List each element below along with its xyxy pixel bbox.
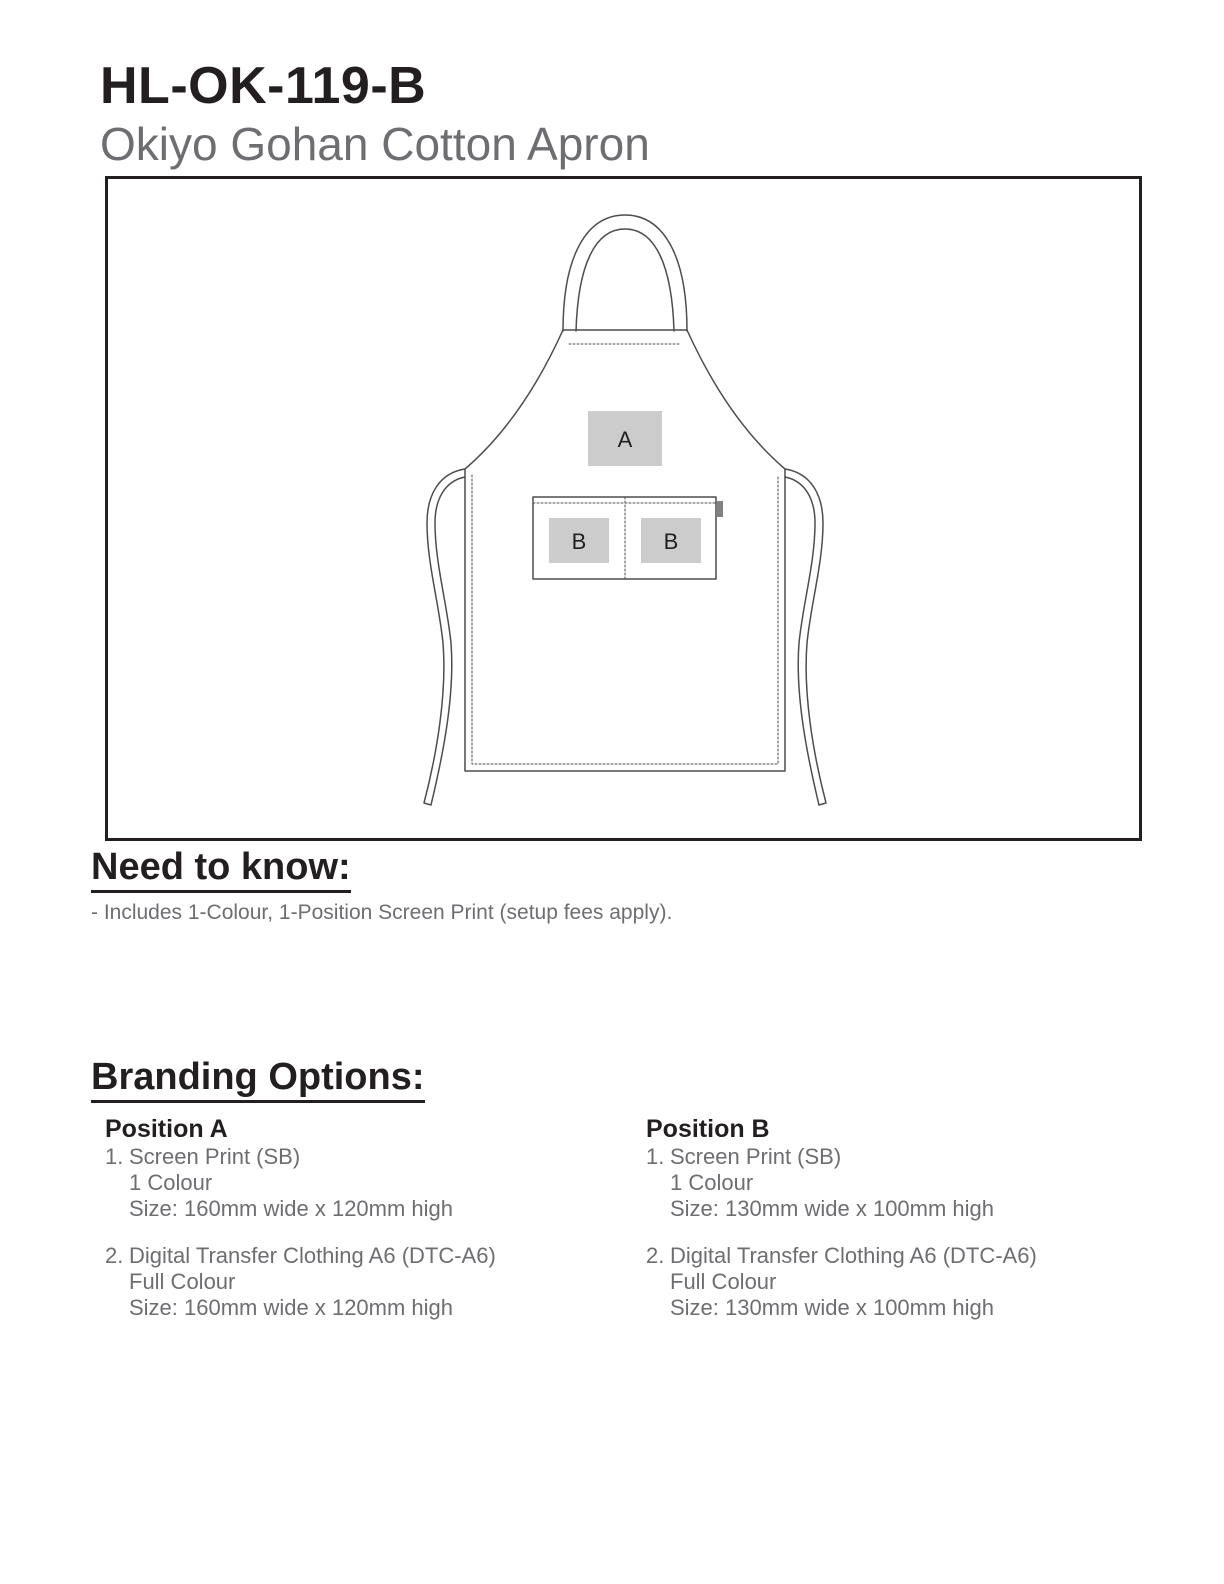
option-number: 2. (105, 1243, 124, 1268)
product-illustration-frame (105, 176, 1142, 841)
right-waist-tie (785, 469, 826, 805)
option-colours: Full Colour (129, 1269, 236, 1294)
position-a-title: Position A (105, 1115, 228, 1143)
print-area-b-left-label: B (571, 529, 587, 554)
position-a-option-1 (105, 1144, 625, 1222)
position-a-option-2 (105, 1243, 625, 1321)
option-method: Digital Transfer Clothing A6 (DTC-A6) (129, 1243, 496, 1268)
position-b-option-1 (646, 1144, 1166, 1222)
need-to-know-text: - Includes 1-Colour, 1-Position Screen Print (setup fees apply). (91, 901, 673, 924)
option-colours: 1 Colour (670, 1170, 754, 1195)
option-method: Screen Print (SB) (670, 1144, 842, 1169)
position-a-section (105, 1114, 625, 1321)
apron-illustration (108, 179, 1139, 838)
option-method: Digital Transfer Clothing A6 (DTC-A6) (670, 1243, 1037, 1268)
print-area-a-label: A (617, 427, 633, 452)
product-name: Okiyo Gohan Cotton Apron (100, 118, 650, 170)
option-size: Size: 160mm wide x 120mm high (129, 1295, 454, 1320)
left-waist-tie (424, 469, 465, 805)
option-colours: 1 Colour (129, 1170, 213, 1195)
option-method: Screen Print (SB) (129, 1144, 301, 1169)
option-colours: Full Colour (670, 1269, 777, 1294)
product-code: HL-OK-119-B (100, 57, 427, 115)
need-to-know-heading: Need to know: (91, 846, 351, 893)
print-area-b-right-label: B (663, 529, 679, 554)
pocket-tag (717, 501, 723, 517)
branding-options-heading: Branding Options: (91, 1056, 425, 1103)
option-size: Size: 160mm wide x 120mm high (129, 1196, 454, 1221)
position-b-section (646, 1114, 1166, 1321)
neck-strap (563, 215, 687, 331)
option-size: Size: 130mm wide x 100mm high (670, 1196, 995, 1221)
position-b-title: Position B (646, 1115, 770, 1143)
option-size: Size: 130mm wide x 100mm high (670, 1295, 995, 1320)
neck-strap-inner (576, 229, 674, 331)
option-number: 1. (105, 1144, 124, 1169)
position-b-option-2 (646, 1243, 1166, 1321)
option-number: 1. (646, 1144, 665, 1169)
option-number: 2. (646, 1243, 665, 1268)
